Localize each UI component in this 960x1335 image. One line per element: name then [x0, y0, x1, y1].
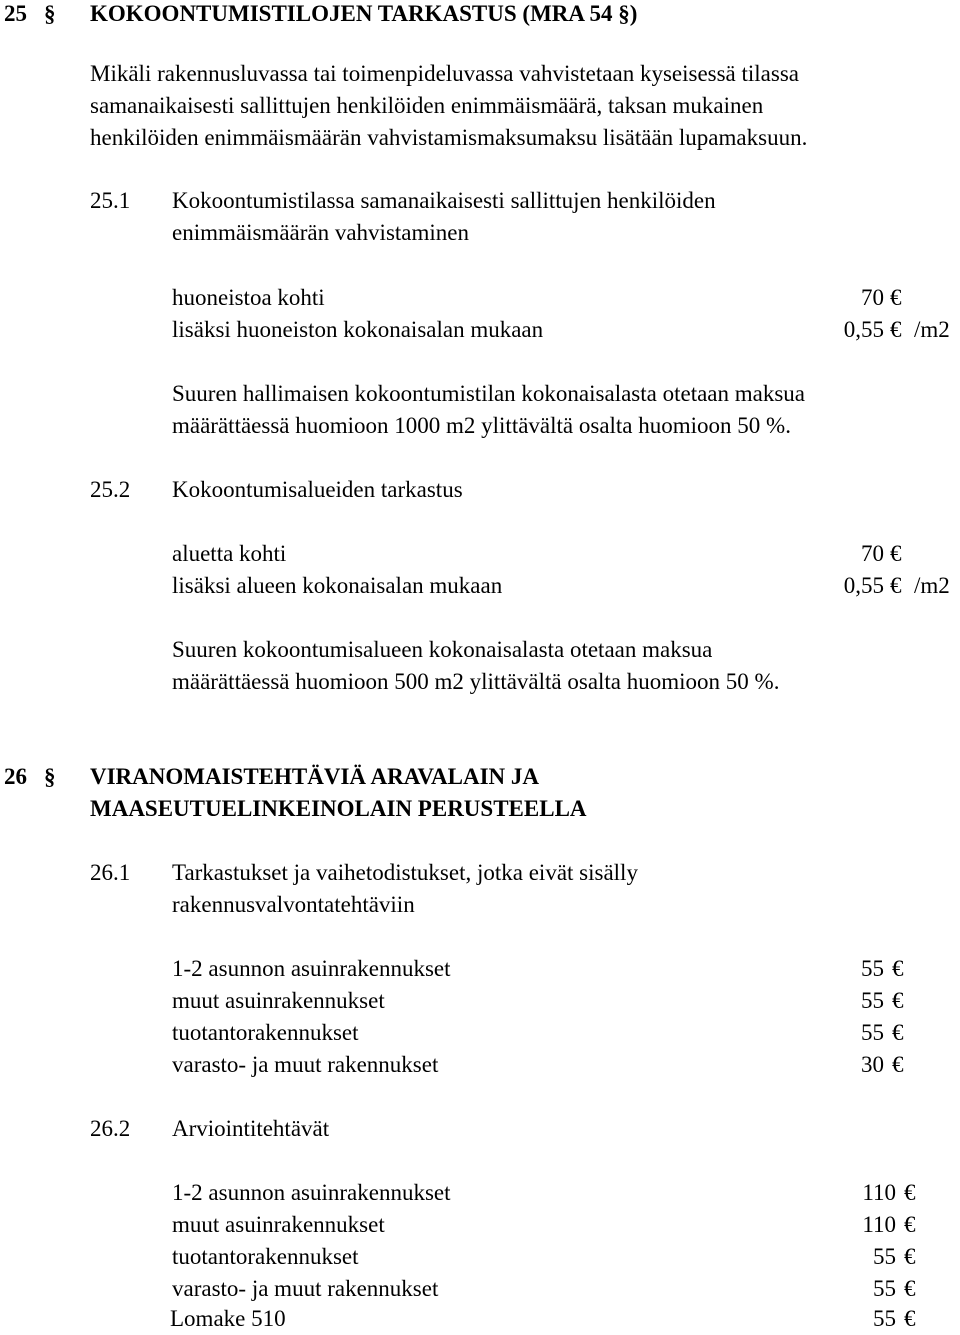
section-26-symbol: § [44, 764, 56, 789]
fee-row-label: tuotantorakennukset [172, 1244, 359, 1269]
fee-row-value: 70 [861, 285, 884, 310]
subsection-25-1-note-line-2: määrättäessä huomioon 1000 m2 ylittävältä osalta huomioon 50 %. [172, 413, 791, 438]
fee-row-label: tuotantorakennukset [172, 1020, 359, 1045]
euro-sign: € [904, 1306, 916, 1331]
euro-sign: € [890, 573, 902, 598]
fee-row-label: lisäksi huoneiston kokonaisalan mukaan [172, 317, 544, 342]
fee-row-value: 110 [862, 1180, 896, 1205]
fee-row-label: huoneistoa kohti [172, 285, 325, 310]
fee-row-label: lisäksi alueen kokonaisalan mukaan [172, 573, 503, 598]
subsection-25-1-number: 25.1 [90, 188, 131, 213]
section-26-number: 26 [4, 764, 27, 789]
euro-sign: € [892, 1020, 904, 1045]
fee-row-label: aluetta kohti [172, 541, 287, 566]
unit-suffix: /m2 [914, 317, 950, 342]
subsection-25-2-number: 25.2 [90, 477, 131, 502]
fee-row-label: 1-2 asunnon asuinrakennukset [172, 956, 451, 981]
subsection-26-1-number: 26.1 [90, 860, 131, 885]
subsection-25-1-title-line-1: Kokoontumistilassa samanaikaisesti sallittujen henkilöiden [172, 188, 716, 213]
euro-sign: € [904, 1180, 916, 1205]
fee-row-value: 110 [862, 1212, 896, 1237]
fee-row-label: muut asuinrakennukset [172, 988, 385, 1013]
euro-sign: € [892, 1052, 904, 1077]
euro-sign: € [904, 1212, 916, 1237]
section-25-symbol: § [44, 1, 56, 26]
euro-sign: € [890, 317, 902, 342]
subsection-26-2-number: 26.2 [90, 1116, 131, 1141]
subsection-25-2-title: Kokoontumisalueiden tarkastus [172, 477, 463, 502]
fee-row-value: 55 [873, 1244, 896, 1269]
section-25-number: 25 [4, 1, 27, 26]
fee-row-value: 55 [861, 956, 884, 981]
euro-sign: € [892, 956, 904, 981]
fee-row-value: 55 [873, 1276, 896, 1301]
fee-row-label: muut asuinrakennukset [172, 1212, 385, 1237]
fee-row-label: Lomake 510 [170, 1306, 286, 1331]
subsection-26-1-title-line-2: rakennusvalvontatehtäviin [172, 892, 415, 917]
subsection-25-2-note-line-2: määrättäessä huomioon 500 m2 ylittävältä osalta huomioon 50 %. [172, 669, 780, 694]
section-25-title: KOKOONTUMISTILOJEN TARKASTUS (MRA 54 §) [90, 1, 638, 26]
fee-row-label: 1-2 asunnon asuinrakennukset [172, 1180, 451, 1205]
intro-line-1: Mikäli rakennusluvassa tai toimenpideluvassa vahvistetaan kyseisessä tilassa [90, 61, 800, 86]
section-26-title-line-1: VIRANOMAISTEHTÄVIÄ ARAVALAIN JA [90, 764, 540, 789]
fee-row-value: 55 [873, 1306, 896, 1331]
subsection-26-1-title-line-1: Tarkastukset ja vaihetodistukset, jotka eivät sisälly [172, 860, 638, 885]
fee-row-value: 55 [861, 988, 884, 1013]
fee-row-value: 30 [861, 1052, 884, 1077]
fee-row-value: 0,55 [843, 573, 884, 598]
unit-suffix: /m2 [914, 573, 950, 598]
section-26-title-line-2: MAASEUTUELINKEINOLAIN PERUSTEELLA [90, 796, 587, 821]
subsection-25-1-note-line-1: Suuren hallimaisen kokoontumistilan kokonaisalasta otetaan maksua [172, 381, 806, 406]
fee-row-label: varasto- ja muut rakennukset [172, 1276, 439, 1301]
euro-sign: € [904, 1244, 916, 1269]
intro-line-2: samanaikaisesti sallittujen henkilöiden enimmäismäärä, taksan mukainen [90, 93, 764, 118]
fee-row-value: 55 [861, 1020, 884, 1045]
subsection-26-2-title: Arviointitehtävät [172, 1116, 330, 1141]
euro-sign: € [890, 285, 902, 310]
subsection-25-1-title-line-2: enimmäismäärän vahvistaminen [172, 220, 469, 245]
euro-sign: € [890, 541, 902, 566]
intro-line-3: henkilöiden enimmäismäärän vahvistamismaksumaksu lisätään lupamaksuun. [90, 125, 808, 150]
euro-sign: € [904, 1276, 916, 1301]
euro-sign: € [892, 988, 904, 1013]
fee-row-label: varasto- ja muut rakennukset [172, 1052, 439, 1077]
fee-row-value: 70 [861, 541, 884, 566]
fee-row-value: 0,55 [843, 317, 884, 342]
subsection-25-2-note-line-1: Suuren kokoontumisalueen kokonaisalasta otetaan maksua [172, 637, 713, 662]
